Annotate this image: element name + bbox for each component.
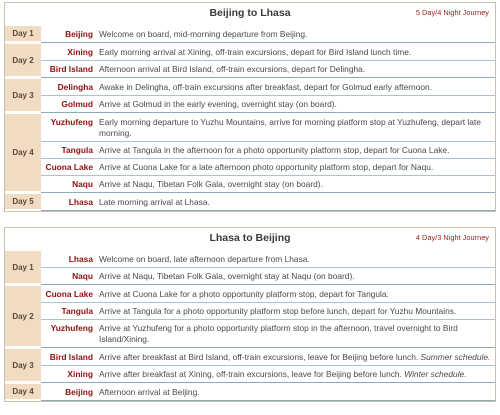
day-entries	[41, 79, 495, 113]
stop-description	[99, 268, 495, 284]
stop-golmud	[41, 96, 495, 113]
day-entries	[41, 384, 495, 401]
stop-text: Arrive at Tangula in the afternoon for a photo opportunity platform stop, depart for Cuona Lake.	[99, 145, 450, 155]
day-row	[5, 250, 495, 285]
card-header	[5, 228, 495, 250]
stop-city: Yuzhufeng	[50, 323, 93, 333]
stop-description	[99, 366, 495, 382]
stop-city: Delingha	[57, 82, 93, 92]
day-entries	[41, 114, 495, 193]
day-entries	[41, 251, 495, 285]
journey-card-beijing-to-lhasa	[4, 2, 496, 212]
stop-description	[99, 320, 495, 347]
stop-description	[99, 142, 495, 158]
stop-city: Xining	[67, 47, 93, 57]
day-label: Day 4	[5, 114, 41, 193]
stop-city: Tangula	[61, 145, 93, 155]
stop-text: Arrive at Naqu, Tibetan Folk Gala, overnight stay at Naqu (on board).	[99, 271, 355, 281]
stop-city: Beijing	[65, 29, 93, 39]
stop-xining	[41, 366, 495, 383]
stop-bird-island	[41, 61, 495, 78]
stop-description	[99, 303, 495, 319]
stop-beijing	[41, 26, 495, 43]
stop-text: Arrive after breakfast at Bird Island, off-train excursions, leave for Beijing before lunch.	[99, 352, 419, 362]
stop-description	[99, 159, 495, 175]
stop-city: Lhasa	[68, 197, 93, 207]
stop-text: Arrive at Tangula for a photo opportunity platform stop before lunch, depart for Yuzhu Mountains.	[99, 306, 457, 316]
stop-description	[99, 286, 495, 302]
card-header	[5, 3, 495, 25]
stop-text: Afternoon arrival at Beijing.	[99, 387, 200, 397]
day-entries	[41, 194, 495, 211]
journey-title: Lhasa to Beijing	[209, 232, 291, 244]
day-label: Day 1	[5, 251, 41, 285]
day-label: Day 5	[5, 194, 41, 211]
stop-description	[99, 194, 495, 210]
journey-duration-badge: 4 Day/3 Night Journey	[415, 233, 489, 242]
stop-city: Naqu	[72, 179, 93, 189]
day-label: Day 3	[5, 349, 41, 383]
stop-text: Arrive at Cuona Lake for a late afternoon photo opportunity platform stop, depart for Naqu.	[99, 162, 434, 172]
stop-lhasa	[41, 194, 495, 211]
stop-description	[99, 114, 495, 141]
day-entries	[41, 26, 495, 43]
stop-text: Early morning arrival at Xining, off-train excursions, depart for Bird Island lunch time.	[99, 47, 412, 57]
stop-text: Welcome on board, mid-morning departure from Beijing.	[99, 29, 308, 39]
stop-tangula	[41, 142, 495, 159]
stop-text: Arrive after breakfast at Xining, off-train excursions, leave for Beijing before lunch.	[99, 369, 402, 379]
stop-city: Bird Island	[49, 352, 93, 362]
stop-city: Golmud	[61, 99, 93, 109]
stop-description	[99, 26, 495, 42]
day-label: Day 3	[5, 79, 41, 113]
stop-text: Early morning departure to Yuzhu Mountains, arrive for morning platform stop at Yuzhufeng, depart late morning.	[99, 117, 481, 138]
day-row	[5, 43, 495, 78]
day-row	[5, 383, 495, 401]
journey-title: Beijing to Lhasa	[209, 7, 291, 19]
day-row	[5, 348, 495, 383]
stop-text: Arrive at Golmud in the early evening, overnight stay (on board).	[99, 99, 337, 109]
stop-text: Awake in Delingha, off-train excursions after breakfast, depart for Golmud early afternoon.	[99, 82, 433, 92]
stop-naqu	[41, 176, 495, 193]
day-label: Day 2	[5, 44, 41, 78]
stop-description	[99, 349, 495, 365]
stop-text: Welcome on board, late afternoon departure from Lhasa.	[99, 254, 310, 264]
day-label: Day 4	[5, 384, 41, 401]
stop-yuzhufeng	[41, 320, 495, 348]
stop-city: Naqu	[72, 271, 93, 281]
stop-city: Lhasa	[68, 254, 93, 264]
stop-city: Xining	[67, 369, 93, 379]
stop-cuona-lake	[41, 159, 495, 176]
stop-city: Beijing	[65, 387, 93, 397]
stop-text: Arrive at Cuona Lake for a photo opportunity platform stop, depart for Tangula.	[99, 289, 389, 299]
day-entries	[41, 349, 495, 383]
day-entries	[41, 44, 495, 78]
day-label: Day 2	[5, 286, 41, 348]
day-row	[5, 285, 495, 348]
stop-tangula	[41, 303, 495, 320]
journey-card-lhasa-to-beijing	[4, 227, 496, 402]
stop-text: Arrive at Yuzhufeng for a photo opportunity platform stop in the afternoon, travel overnight to Bird Island/Xining.	[99, 323, 458, 344]
stop-description	[99, 61, 495, 77]
day-entries	[41, 286, 495, 348]
stop-delingha	[41, 79, 495, 96]
day-row	[5, 25, 495, 43]
day-label: Day 1	[5, 26, 41, 43]
stop-xining	[41, 44, 495, 61]
stop-text: Afternoon arrival at Bird Island, off-train excursions, depart for Delingha.	[99, 64, 366, 74]
stop-description	[99, 384, 495, 400]
stop-description	[99, 176, 495, 192]
stop-description	[99, 251, 495, 267]
stop-lhasa	[41, 251, 495, 268]
stop-text: Late morning arrival at Lhasa.	[99, 197, 210, 207]
stop-city: Bird Island	[49, 64, 93, 74]
stop-city: Cuona Lake	[45, 289, 93, 299]
stop-cuona-lake	[41, 286, 495, 303]
stop-yuzhufeng	[41, 114, 495, 142]
day-row	[5, 78, 495, 113]
journey-duration-badge: 5 Day/4 Night Journey	[415, 8, 489, 17]
stop-city: Tangula	[61, 306, 93, 316]
stop-city: Yuzhufeng	[50, 117, 93, 127]
stop-bird-island	[41, 349, 495, 366]
schedule-note: Winter schedule.	[404, 369, 467, 379]
schedule-note: Summer schedule.	[420, 352, 491, 362]
stop-city: Cuona Lake	[45, 162, 93, 172]
day-row	[5, 113, 495, 193]
stop-text: Arrive at Naqu, Tibetan Folk Gala, overnight stay (on board).	[99, 179, 323, 189]
stop-description	[99, 79, 495, 95]
day-row	[5, 193, 495, 211]
stop-naqu	[41, 268, 495, 285]
stop-description	[99, 96, 495, 112]
stop-beijing	[41, 384, 495, 401]
stop-description	[99, 44, 495, 60]
